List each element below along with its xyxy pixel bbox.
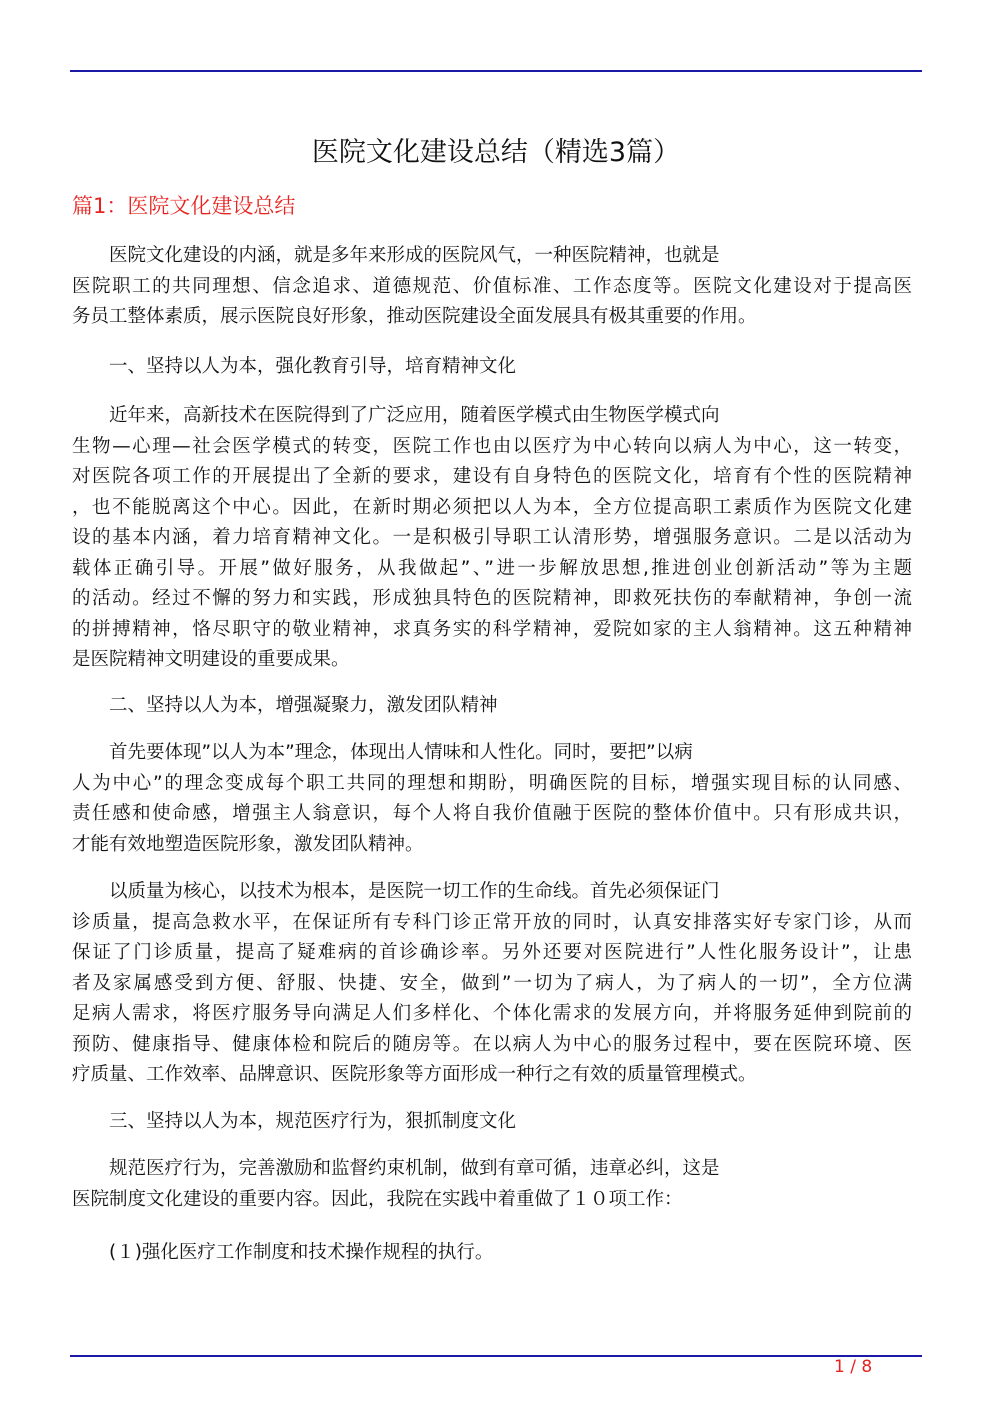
subheading bbox=[72, 691, 912, 722]
text-line: 者及家属感受到方便、舒服、快捷、安全，做到”一切为了病人，为了病人的一切”，全方位满 bbox=[72, 972, 912, 994]
text-line: ，也不能脱离这个中心。因此，在新时期必须把以人为本，全方位提高职工素质作为医院文化建 bbox=[72, 496, 912, 518]
text-line: 医院制度文化建设的重要内容。因此，我院在实践中着重做了１０项工作： bbox=[72, 1188, 683, 1210]
text-line: (１)强化医疗工作制度和技术操作规程的执行。 bbox=[109, 1242, 494, 1263]
text-line: 责任感和使命感，增强主人翁意识，每个人将自我价值融于医院的整体价值中。只有形成共识， bbox=[72, 803, 912, 824]
footer-rule bbox=[70, 1355, 922, 1357]
text-line: 生物—心理—社会医学模式的转变，医院工作也由以医疗为中心转向以病人为中心，这一转变， bbox=[72, 435, 912, 457]
text-line: 务员工整体素质，展示医院良好形象，推动医院建设全面发展具有极其重要的作用。 bbox=[72, 306, 757, 327]
text-line: 首先要体现”以人为本”理念，体现出人情味和人性化。同时，要把”以病 bbox=[109, 742, 693, 763]
text-line: 的拼搏精神，恪尽职守的敬业精神，求真务实的科学精神，爱院如家的主人翁精神。这五种精神 bbox=[72, 618, 912, 640]
text-line: 二、坚持以人为本，增强凝聚力，激发团队精神 bbox=[109, 695, 498, 716]
text-line: 诊质量，提高急救水平，在保证所有专科门诊正常开放的同时，认真安排落实好专家门诊，从而 bbox=[72, 911, 912, 933]
document-title: 医院文化建设总结（精选3篇） bbox=[311, 137, 681, 168]
text-line: 载体正确引导。开展”做好服务，从我做起”、”进一步解放思想,推进创业创新活动”等为主题 bbox=[72, 557, 912, 579]
paragraph bbox=[72, 401, 912, 676]
text-line: 才能有效地塑造医院形象，激发团队精神。 bbox=[72, 833, 424, 855]
text-line: 医院文化建设的内涵，就是多年来形成的医院风气，一种医院精神，也就是 bbox=[109, 245, 720, 266]
text-line: 医院职工的共同理想、信念追求、道德规范、价值标准、工作态度等。医院文化建设对于提高医 bbox=[72, 275, 912, 297]
text-line: 疗质量、工作效率、品牌意识、医院形象等方面形成一种行之有效的质量管理模式。 bbox=[72, 1064, 757, 1085]
text-line: 预防、健康指导、健康体检和院后的随房等。在以病人为中心的服务过程中，要在医院环境、医 bbox=[72, 1033, 912, 1055]
text-line: 三、坚持以人为本，规范医疗行为，狠抓制度文化 bbox=[109, 1111, 517, 1132]
text-line: 近年来，高新技术在医院得到了广泛应用，随着医学模式由生物医学模式向 bbox=[109, 405, 720, 426]
text-line: 的活动。经过不懈的努力和实践，形成独具特色的医院精神，即救死扶伤的奉献精神，争创一流 bbox=[72, 588, 912, 609]
paragraph bbox=[72, 1154, 912, 1215]
text-line: 以质量为核心，以技术为根本，是医院一切工作的生命线。首先必须保证门 bbox=[109, 881, 720, 902]
text-line: 设的基本内涵，着力培育精神文化。一是积极引导职工认清形势，增强服务意识。二是以活动为 bbox=[72, 527, 912, 548]
paragraph bbox=[72, 241, 912, 333]
text-line: 人为中心”的理念变成每个职工共同的理想和期盼，明确医院的目标，增强实现目标的认同感、 bbox=[72, 772, 912, 794]
text-line: 是医院精神文明建设的重要成果。 bbox=[72, 649, 350, 670]
text-line: 对医院各项工作的开展提出了全新的要求，建设有自身特色的医院文化，培育有个性的医院精神 bbox=[72, 466, 912, 487]
text-line: 保证了门诊质量，提高了疑难病的首诊确诊率。另外还要对医院进行”人性化服务设计”，让患 bbox=[72, 942, 912, 963]
subheading bbox=[72, 1238, 912, 1269]
section-heading: 篇1：医院文化建设总结 bbox=[72, 194, 296, 218]
paragraph bbox=[72, 877, 912, 1091]
text-line: 足病人需求，将医疗服务导向满足人们多样化、个体化需求的发展方向，并将服务延伸到院前的 bbox=[72, 1003, 912, 1024]
text-line: 一、坚持以人为本，强化教育引导，培育精神文化 bbox=[109, 356, 517, 377]
subheading bbox=[72, 352, 912, 383]
text-line: 规范医疗行为，完善激励和监督约束机制，做到有章可循，违章必纠，这是 bbox=[109, 1158, 720, 1179]
page-number: 1 / 8 bbox=[834, 1357, 873, 1377]
paragraph bbox=[72, 738, 912, 860]
header-rule bbox=[70, 70, 922, 72]
subheading bbox=[72, 1107, 912, 1138]
